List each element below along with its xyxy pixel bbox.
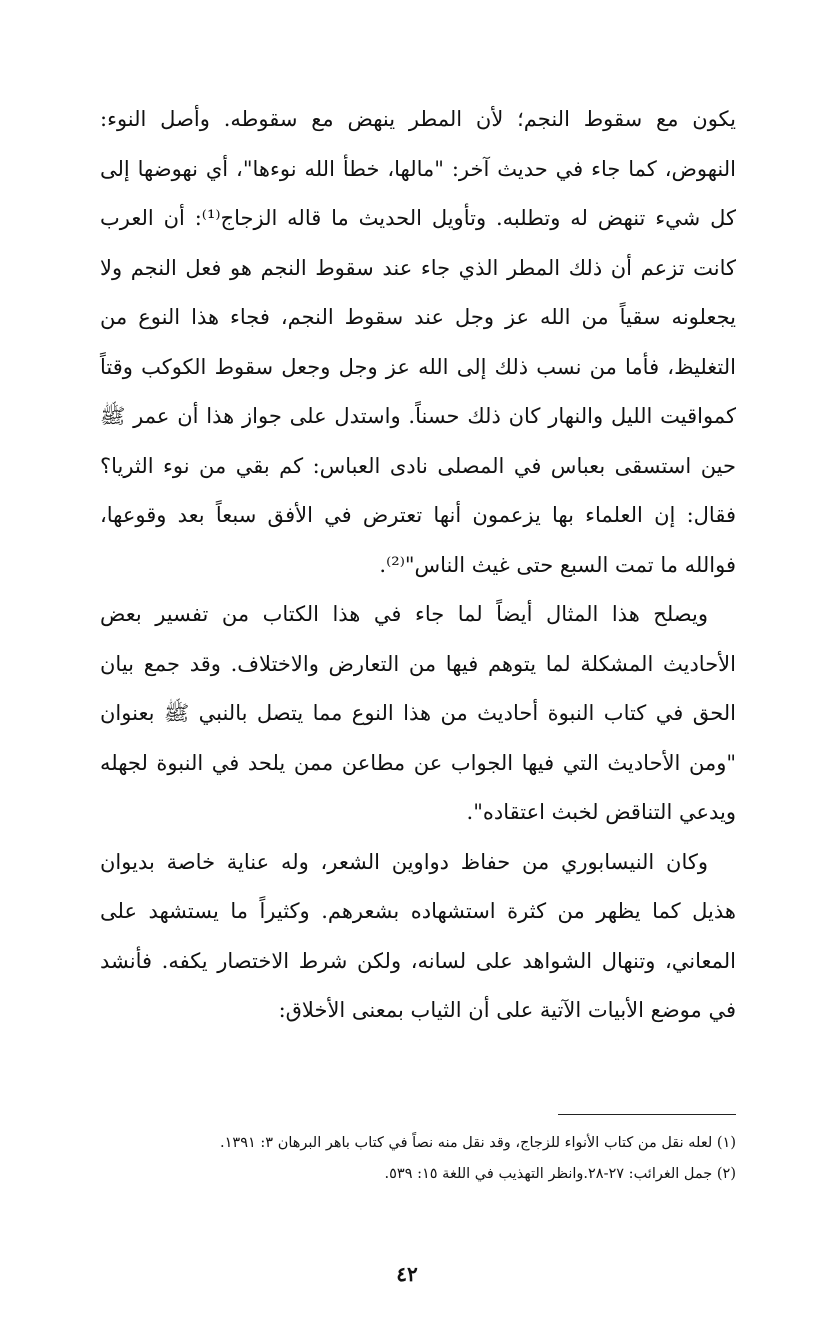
page-number: ٤٢ (396, 1262, 418, 1286)
paragraph-2: ويصلح هذا المثال أيضاً لما جاء في هذا الكتاب من تفسير بعض الأحاديث المشكلة لما يتوهم فيها من التعارض والاختلاف. وقد جمع بيان الحق في كتاب النبوة أحاديث من هذا النوع مما يتصل بالنبي ﷺ بعنوان "ومن الأحاديث التي فيها الجواب عن مطاعن ممن يلحد في النبوة لجهله ويدعي التناقض لخبث اعتقاده". (100, 602, 736, 824)
footnote-1: (١) لعله نقل من كتاب الأنواء للزجاج، وقد نقل منه نصاً في كتاب باهر البرهان ٣: ١٣٩١. (220, 1135, 736, 1151)
main-text (100, 95, 736, 1036)
footnotes (100, 1128, 736, 1190)
footnote-2: (٢) جمل الغرائب: ٢٧-٢٨.وانظر التهذيب في اللغة ١٥: ٥٣٩. (384, 1166, 736, 1182)
footnote-separator (558, 1114, 736, 1115)
paragraph-3: وكان النيسابوري من حفاظ دواوين الشعر، وله عناية خاصة بديوان هذيل كما يظهر من كثرة استشهاده بشعرهم. وكثيراً ما يستشهد على المعاني، وتنهال الشواهد على لسانه، ولكن شرط الاختصار يكفه. فأنشد في موضع الأبيات الآتية على أن الثياب بمعنى الأخلاق: (100, 849, 736, 1022)
paragraph-1: يكون مع سقوط النجم؛ لأن المطر ينهض مع سقوطه. وأصل النوء: النهوض، كما جاء في حديث آخر: "مالها، خطأ الله نوءها"، أي نهوضها إلى كل شيء تنهض له وتطلبه. وتأويل الحديث ما قاله الزجاج⁽¹⁾: أن العرب كانت تزعم أن ذلك المطر الذي جاء عند سقوط النجم هو فعل النجم ولا يجعلونه سقياً من الله عز وجل عند سقوط النجم، فجاء هذا النوع من التغليظ، فأما من نسب ذلك إلى الله عز وجل وجعل سقوط الكوكب وقتاً كمواقيت الليل والنهار كان ذلك حسناً. واستدل على جواز هذا أن عمر ﷺ حين استسقى بعباس في المصلى نادى العباس: كم بقي من نوء الثريا؟ فقال: إن العلماء بها يزعمون أنها تعترض في الأفق سبعاً بعد وقوعها، فوالله ما تمت السبع حتى غيث الناس"⁽²⁾. (100, 107, 737, 577)
